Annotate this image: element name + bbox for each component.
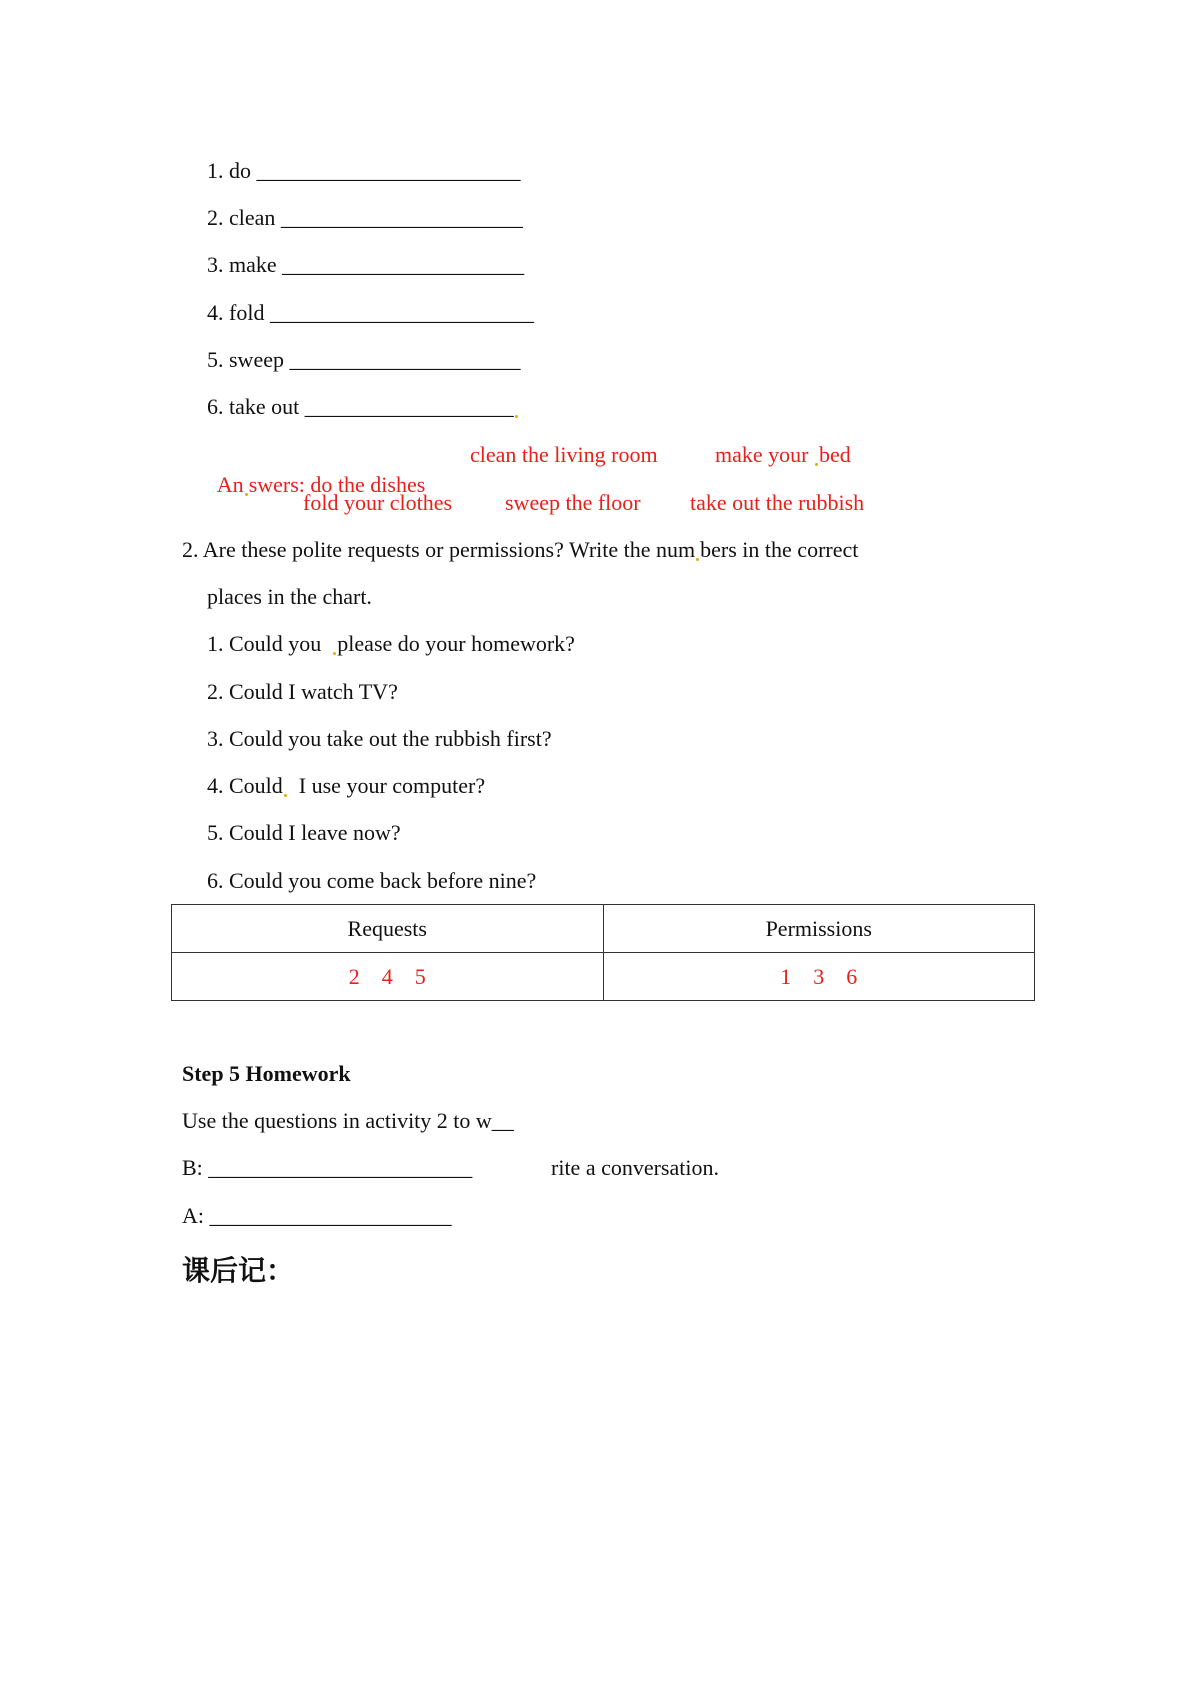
- question-item-2: 2. Could I watch TV?: [207, 679, 398, 704]
- homework-line-a: A: ______________________: [182, 1203, 452, 1228]
- question-2-text-a: 2. Are these polite requests or permissions? Write the num: [182, 537, 696, 562]
- phrase-6: [207, 392, 519, 422]
- question-2-instruction-cont: places in the chart.: [207, 584, 372, 609]
- answer-make-your-bed: [715, 440, 851, 470]
- answer-fold-clothes: fold your clothes: [303, 490, 453, 515]
- chart-header-row: [172, 905, 1035, 953]
- homework-line-b: B: ________________________: [182, 1155, 473, 1180]
- marker-dot: [333, 652, 336, 655]
- question-item-6: 6. Could you come back before nine?: [207, 868, 537, 893]
- question-2-instruction: [182, 535, 858, 565]
- answers-prefix: An: [216, 472, 244, 497]
- chart-header-requests: Requests: [172, 905, 604, 953]
- chart-value-row: [172, 953, 1035, 1001]
- question-item-1-a: 1. Could you: [207, 631, 327, 656]
- answer-clean-living-room: clean the living room: [470, 442, 658, 467]
- marker-dot: [284, 794, 287, 797]
- chart-permissions-values: 1 3 6: [603, 953, 1035, 1001]
- chart-header-permissions: Permissions: [603, 905, 1035, 953]
- marker-dot: [815, 463, 818, 466]
- homework-line-b-cont: rite a conversation.: [551, 1155, 719, 1180]
- homework-line-1: Use the questions in activity 2 to w__: [182, 1108, 514, 1133]
- question-item-4-a: 4. Could: [207, 773, 283, 798]
- answer-take-out-rubbish: take out the rubbish: [690, 490, 865, 515]
- marker-dot: [696, 558, 699, 561]
- chart-requests-values: 2 4 5: [172, 953, 604, 1001]
- homework-title: Step 5 Homework: [182, 1061, 351, 1086]
- question-item-1: [207, 629, 575, 659]
- answer-do-the-dishes: swers: do the dishes: [248, 472, 426, 497]
- question-item-1-b: please do your homework?: [337, 631, 575, 656]
- phrase-2: 2. clean ______________________: [207, 205, 523, 230]
- question-item-5: 5. Could I leave now?: [207, 820, 401, 845]
- marker-dot: [515, 415, 518, 418]
- phrase-5: 5. sweep _____________________: [207, 347, 521, 372]
- question-2-text-b: bers in the correct: [700, 537, 859, 562]
- marker-dot: [245, 493, 248, 496]
- after-class-notes-heading: 课后记：: [182, 1254, 295, 1287]
- answer-sweep-floor: sweep the floor: [505, 490, 641, 515]
- phrase-1: 1. do ________________________: [207, 158, 521, 183]
- question-item-4-b: I use your computer?: [287, 773, 486, 798]
- phrase-6-text: 6. take out ___________________: [207, 394, 514, 419]
- requests-permissions-chart: [171, 904, 1035, 1001]
- phrase-4: 4. fold ________________________: [207, 300, 534, 325]
- answer-bed: bed: [818, 442, 851, 467]
- question-item-4: [207, 771, 485, 801]
- answer-make-your: make your: [715, 442, 809, 467]
- question-item-3: 3. Could you take out the rubbish first?: [207, 726, 552, 751]
- phrase-3: 3. make ______________________: [207, 252, 525, 277]
